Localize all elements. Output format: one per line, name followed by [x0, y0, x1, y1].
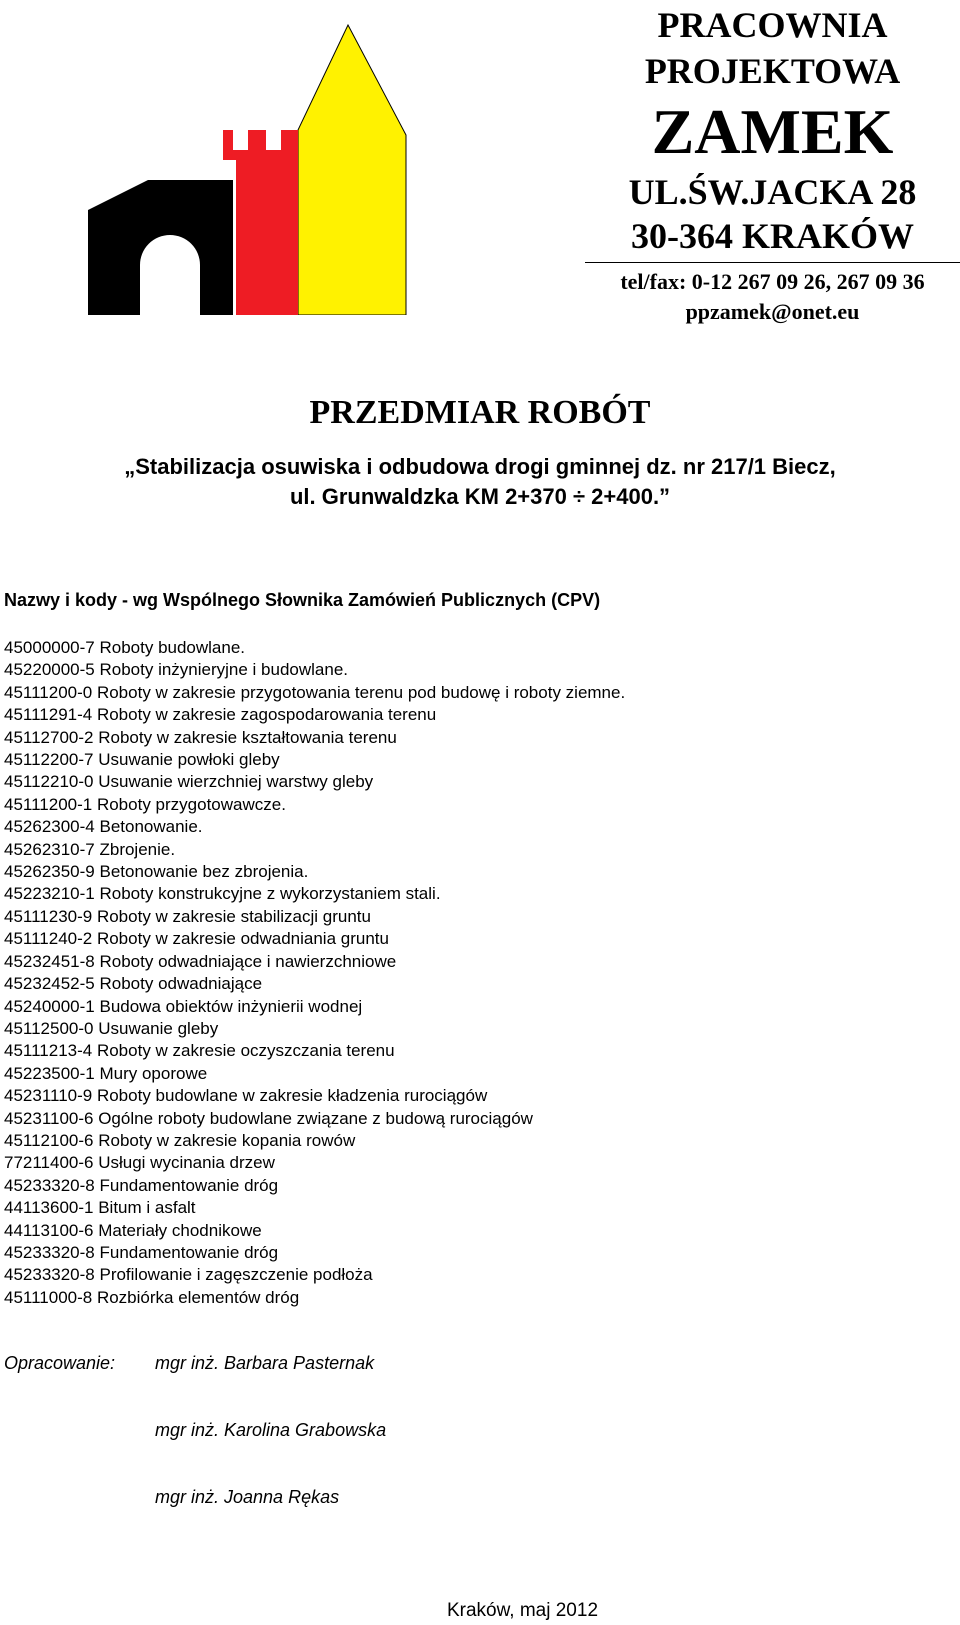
cpv-heading: Nazwy i kody - wg Wspólnego Słownika Zamówień Publicznych (CPV): [4, 590, 601, 610]
cpv-item: 45262300-4 Betonowanie.: [4, 817, 203, 837]
author-name: mgr inż. Barbara Pasternak: [155, 1353, 375, 1373]
cpv-item: 77211400-6 Usługi wycinania drzew: [4, 1153, 275, 1173]
cpv-item: 45111213-4 Roboty w zakresie oczyszczania terenu: [4, 1041, 395, 1061]
cpv-item: 44113600-1 Bitum i asfalt: [4, 1198, 196, 1218]
cpv-item: 45111200-0 Roboty w zakresie przygotowania terenu pod budowę i roboty ziemne.: [4, 682, 626, 702]
firm-name-line3: ZAMEK: [651, 96, 894, 167]
cpv-item: 45233320-8 Profilowanie i zagęszczenie podłoża: [4, 1265, 373, 1285]
author-name: mgr inż. Karolina Grabowska: [155, 1420, 387, 1440]
cpv-item: 45111200-1 Roboty przygotowawcze.: [4, 794, 286, 814]
author-name: mgr inż. Joanna Rękas: [155, 1487, 340, 1507]
cpv-item: 44113100-6 Materiały chodnikowe: [4, 1220, 262, 1240]
cpv-item: 45111240-2 Roboty w zakresie odwadniania gruntu: [4, 929, 389, 949]
cpv-item: 45233320-8 Fundamentowanie dróg: [4, 1175, 279, 1195]
project-name-line2: ul. Grunwaldzka KM 2+370 ÷ 2+400.”: [289, 484, 671, 509]
cpv-item: 45111000-8 Rozbiórka elementów dróg: [4, 1287, 300, 1307]
cpv-item: 45240000-1 Budowa obiektów inżynierii wodnej: [4, 996, 363, 1016]
document-title: PRZEDMIAR ROBÓT: [309, 394, 651, 431]
cpv-item: 45262310-7 Zbrojenie.: [4, 839, 176, 859]
cpv-item: 45220000-5 Roboty inżynieryjne i budowlane.: [4, 660, 349, 680]
logo-yellow-tower: [298, 25, 406, 315]
castle-logo-icon: [88, 20, 418, 315]
logo-red-tower: [223, 130, 298, 315]
cpv-item: 45112210-0 Usuwanie wierzchniej warstwy gleby: [4, 772, 374, 792]
cpv-item: 45232451-8 Roboty odwadniające i nawierzchniowe: [4, 951, 397, 971]
authors-label: Opracowanie:: [4, 1353, 116, 1373]
firm-header: [585, 0, 960, 327]
cpv-item: 45231100-6 Ogólne roboty budowlane związane z budową rurociągów: [4, 1108, 533, 1128]
project-name: [0, 452, 960, 512]
header-divider: [585, 262, 960, 263]
cpv-item: 45232452-5 Roboty odwadniające: [4, 974, 263, 994]
cpv-item: 45223500-1 Mury oporowe: [4, 1063, 208, 1083]
cpv-item: 45231110-9 Roboty budowlane w zakresie kładzenia rurociągów: [4, 1086, 488, 1106]
cpv-item: 45223210-1 Roboty konstrukcyjne z wykorzystaniem stali.: [4, 884, 441, 904]
cpv-item: 45112200-7 Usuwanie powłoki gleby: [4, 750, 280, 770]
authors-list: [155, 1353, 386, 1554]
cpv-item: 45233320-8 Fundamentowanie dróg: [4, 1242, 279, 1262]
firm-address-street: UL.ŚW.JACKA 28: [628, 172, 917, 212]
firm-name-line2: PROJEKTOWA: [644, 51, 901, 91]
firm-email: ppzamek@onet.eu: [685, 299, 860, 324]
cpv-item: 45111230-9 Roboty w zakresie stabilizacji gruntu: [4, 906, 371, 926]
footer-place-date: Kraków, maj 2012: [446, 1600, 599, 1621]
cpv-item: 45000000-7 Roboty budowlane.: [4, 638, 246, 657]
cpv-item: 45111291-4 Roboty w zakresie zagospodarowania terenu: [4, 705, 437, 725]
logo-black-wall: [88, 180, 233, 315]
firm-address-city: 30-364 KRAKÓW: [631, 216, 914, 256]
cpv-item: 45262350-9 Betonowanie bez zbrojenia.: [4, 862, 309, 882]
firm-name-line1: PRACOWNIA: [657, 5, 888, 45]
cpv-item: 45112100-6 Roboty w zakresie kopania rowów: [4, 1130, 356, 1150]
cpv-list: [4, 637, 625, 1309]
firm-phone: tel/fax: 0-12 267 09 26, 267 09 36: [620, 269, 925, 294]
project-name-line1: „Stabilizacja osuwiska i odbudowa drogi gminnej dz. nr 217/1 Biecz,: [124, 454, 836, 479]
cpv-item: 45112700-2 Roboty w zakresie kształtowania terenu: [4, 727, 397, 747]
cpv-item: 45112500-0 Usuwanie gleby: [4, 1018, 219, 1038]
